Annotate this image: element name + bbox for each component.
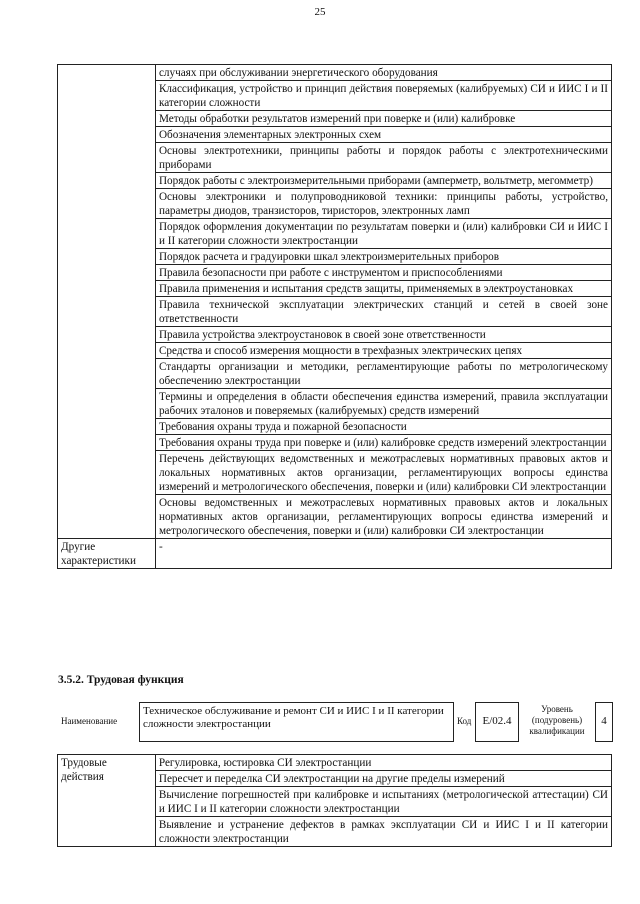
knowledge-row: Термины и определения в области обеспечения единства измерений, правила эксплуатации рабочих эталонов и поверяемых (калибруемых) средств измерений xyxy=(155,389,611,419)
level-box: 4 xyxy=(595,702,613,742)
labor-action-row: Выявление и устранение дефектов в рамках эксплуатации СИ и ИИС I и II категории сложности электростанции xyxy=(155,817,611,847)
knowledge-row: Основы электроники и полупроводниковой техники: принципы работы, устройство, параметры диодов, транзисторов, тиристоров, электронных ламп xyxy=(155,189,611,219)
knowledge-row: Правила технической эксплуатации электрических станций и сетей в своей зоне ответственности xyxy=(155,297,611,327)
knowledge-row: Основы электротехники, принципы работы и порядок работы с электротехническими приборами xyxy=(155,143,611,173)
knowledge-row: Перечень действующих ведомственных и межотраслевых нормативных правовых актов и локальных нормативных актов организации, регламентирующих вопросы единства измерений и метрологического обеспечения, поверки и (или) калибровки СИ электростанции xyxy=(155,451,611,495)
knowledge-row: Правила устройства электроустановок в своей зоне ответственности xyxy=(155,327,611,343)
labor-action-row: Пересчет и переделка СИ электростанции на другие пределы измерений xyxy=(155,771,611,787)
name-label: Наименование xyxy=(61,716,118,726)
knowledge-row: Классификация, устройство и принцип действия поверяемых (калибруемых) СИ и ИИС I и II категории сложности xyxy=(155,81,611,111)
knowledge-row: Средства и способ измерения мощности в трехфазных электрических цепях xyxy=(155,343,611,359)
knowledge-row: Правила применения и испытания средств защиты, применяемых в электроустановках xyxy=(155,281,611,297)
labor-action-row: Регулировка, юстировка СИ электростанции xyxy=(155,755,611,771)
code-box: E/02.4 xyxy=(475,702,519,742)
code-label: Код xyxy=(457,716,472,726)
knowledge-row: Основы ведомственных и межотраслевых нормативных правовых актов и локальных нормативных актов организации, регламентирующих вопросы единства измерений и метрологического обеспечения, поверки и (или) калибровки СИ электростанции xyxy=(155,495,611,539)
labor-action-row: Вычисление погрешностей при калибровке и испытаниях (метрологической аттестации) СИ и ИИС I и II категории сложности электростанции xyxy=(155,787,611,817)
knowledge-row: Требования охраны труда и пожарной безопасности xyxy=(155,419,611,435)
knowledge-row: Стандарты организации и методики, регламентирующие работы по метрологическому обеспечению электростанции xyxy=(155,359,611,389)
knowledge-row: Требования охраны труда при поверке и (или) калибровке средств измерений электростанции xyxy=(155,435,611,451)
knowledge-row: Порядок работы с электроизмерительными приборами (амперметр, вольтметр, мегомметр) xyxy=(155,173,611,189)
knowledge-row: Методы обработки результатов измерений при поверке и (или) калибровке xyxy=(155,111,611,127)
knowledge-row: случаях при обслуживании энергетического оборудования xyxy=(155,65,611,81)
knowledge-row: Порядок оформления документации по результатам поверки и (или) калибровки СИ и ИИС I и II категории сложности электростанции xyxy=(155,219,611,249)
section-title: 3.5.2. Трудовая функция xyxy=(58,674,184,686)
knowledge-row: Обозначения элементарных электронных схем xyxy=(155,127,611,143)
labor-actions-table xyxy=(57,754,612,847)
function-header xyxy=(57,702,617,742)
other-characteristics-label: Другие характеристики xyxy=(58,539,156,569)
required-knowledge-table xyxy=(57,64,612,569)
page-number: 25 xyxy=(314,6,326,18)
labor-actions-label: Трудовые действия xyxy=(58,755,156,847)
function-name-box: Техническое обслуживание и ремонт СИ и ИИС I и II категории сложности электростанции xyxy=(139,702,454,742)
knowledge-label-cell xyxy=(58,65,156,539)
other-characteristics-value: - xyxy=(155,539,611,569)
knowledge-row: Порядок расчета и градуировки шкал электроизмерительных приборов xyxy=(155,249,611,265)
level-label: Уровень (подуровень) квалификации xyxy=(529,704,585,736)
knowledge-row: Правила безопасности при работе с инструментом и приспособлениями xyxy=(155,265,611,281)
